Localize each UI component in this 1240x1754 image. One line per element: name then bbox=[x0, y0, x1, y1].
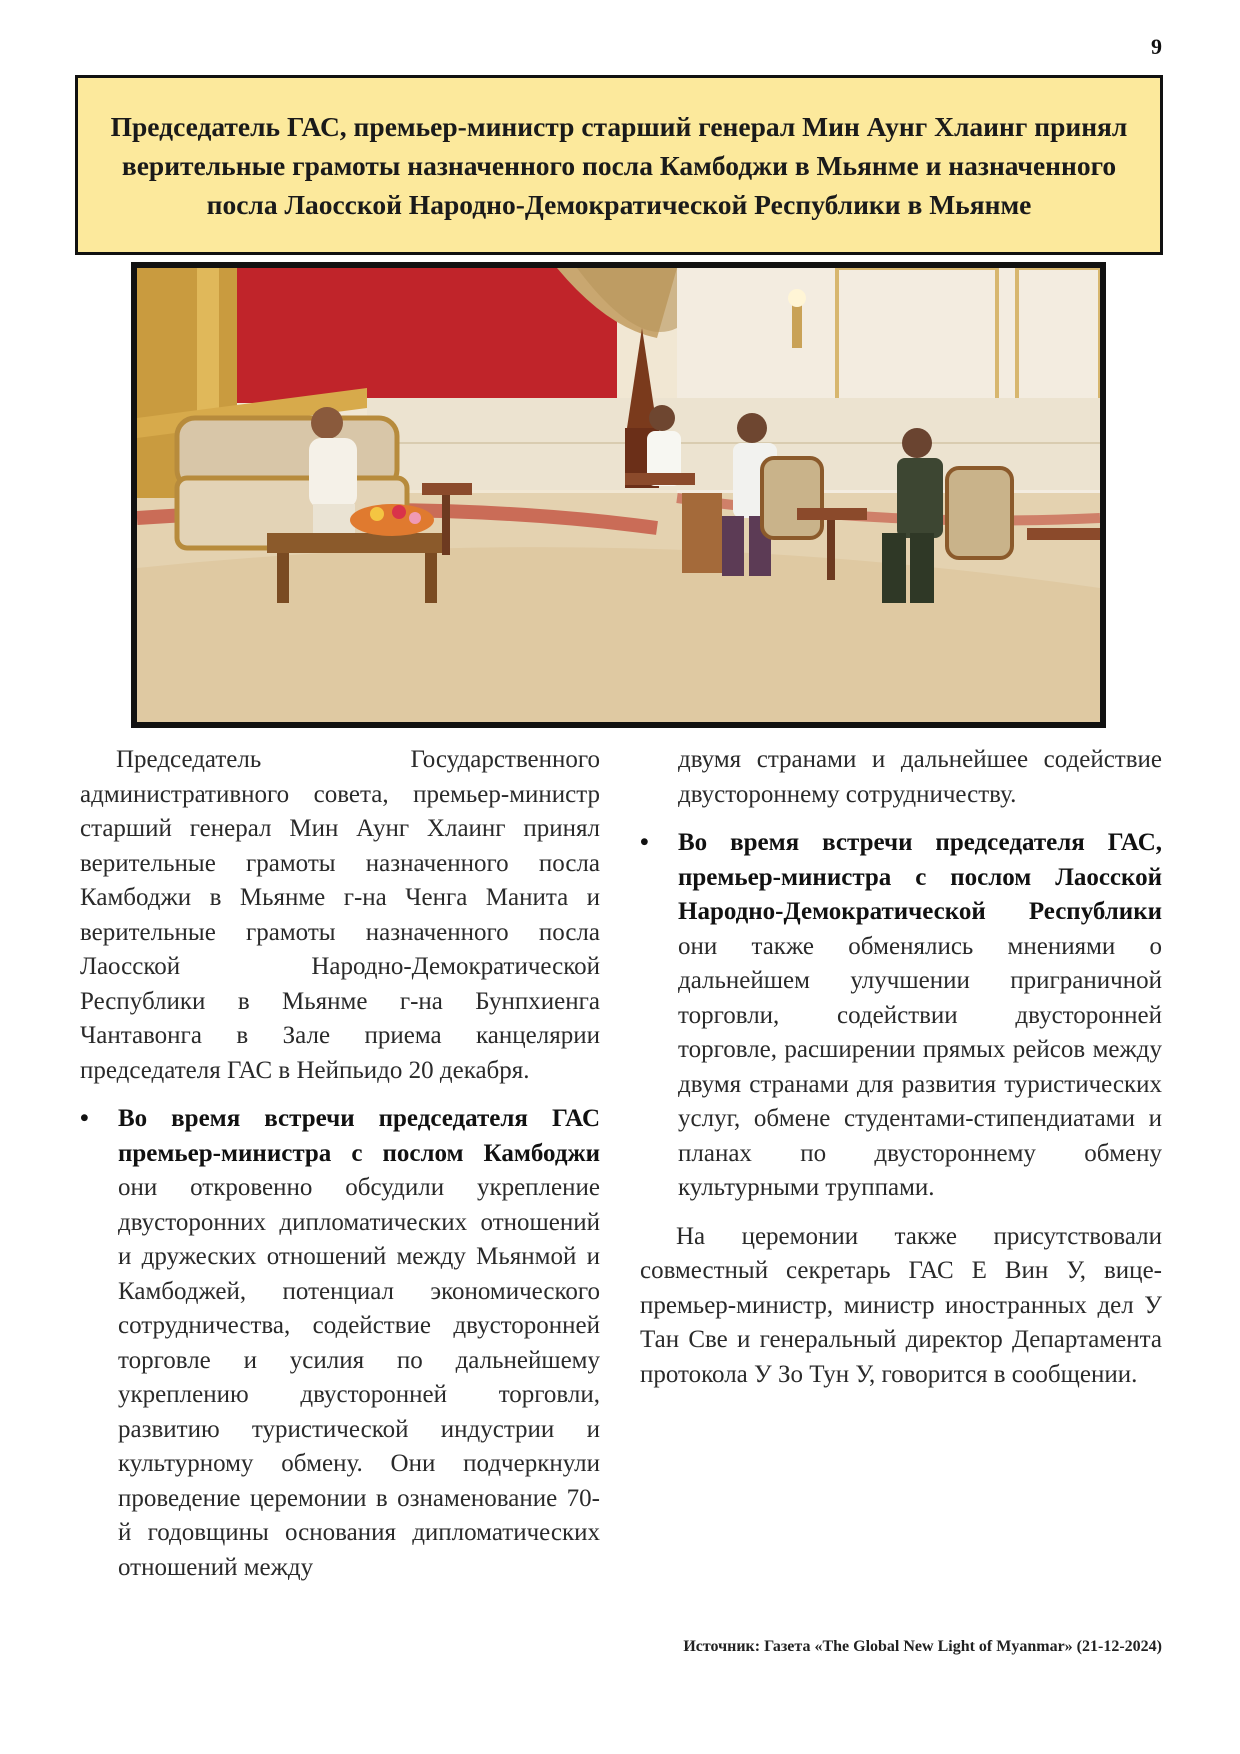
bullet-marker: • bbox=[80, 1105, 89, 1132]
bullet-laos-bold: Во время встречи председателя ГАС, премьер-министра с послом Лаосской Народно-Демократической Республики bbox=[678, 829, 1162, 925]
bullet-cambodia bbox=[80, 1102, 600, 1585]
bullet-laos-text: они также обменялись мнениями о дальнейшем улучшении приграничной торговли, содействии двусторонней торговле, расширении прямых рейсов между двумя странами для развития туристических услуг, обмене студентами-стипендиатами и планах по двустороннему обмену культурными труппами. bbox=[678, 932, 1162, 1201]
bullet-cambodia-continued: двумя странами и дальнейшее содействие двустороннему сотрудничеству. bbox=[678, 746, 1162, 808]
right-column bbox=[640, 743, 1162, 1392]
bullet-cambodia-bold: Во время встречи председателя ГАС премьер-министра с послом Камбоджи bbox=[118, 1105, 600, 1167]
bullet-marker: • bbox=[640, 829, 649, 856]
bullet-cambodia-text: они откровенно обсудили укрепление двусторонних дипломатических отношений и дружеских отношений между Мьянмой и Камбоджей, потенциал экономического сотрудничества, содействие двусторонней торговле и усилия по дальнейшему укреплению двусторонней торговли, развитию туристической индустрии и культурному обмену. Они подчеркнули проведение церемонии в ознаменование 70-й годовщины основания дипломатических отношений между bbox=[118, 1174, 600, 1581]
source-note: Источник: Газета «The Global New Light of Myanmar» (21-12-2024) bbox=[683, 1638, 1162, 1655]
bullet-laos bbox=[640, 826, 1162, 1206]
page-number: 9 bbox=[1151, 34, 1162, 59]
intro-paragraph: Председатель Государственного административного совета, премьер-министр старший генерал Мин Аунг Хлаинг принял верительные грамоты назначенного посла Камбоджи в Мьянме г-на Ченга Манита и верительные грамоты назначенного посла Лаосской Народно-Демократической Республики в Мьянме г-на Бунпхиенга Чантавонга в Зале приема канцелярии председателя ГАС в Нейпьидо 20 декабря. bbox=[80, 746, 600, 1084]
headline-box bbox=[75, 75, 1163, 255]
closing-paragraph: На церемонии также присутствовали совместный секретарь ГАС Е Вин У, вице-премьер-министр, министр иностранных дел У Тан Све и генеральный директор Департамента протокола У Зо Тун У, говорится в сообщении. bbox=[640, 1222, 1162, 1388]
article-photo bbox=[131, 262, 1106, 728]
headline-text: Председатель ГАС, премьер-министр старший генерал Мин Аунг Хлаинг принял верительные грамоты назначенного посла Камбоджи в Мьянме и назначенного посла Лаосской Народно-Демократической Республики в Мьянме bbox=[110, 110, 1128, 220]
left-column bbox=[80, 743, 600, 1585]
reception-hall-photo bbox=[137, 268, 1100, 722]
